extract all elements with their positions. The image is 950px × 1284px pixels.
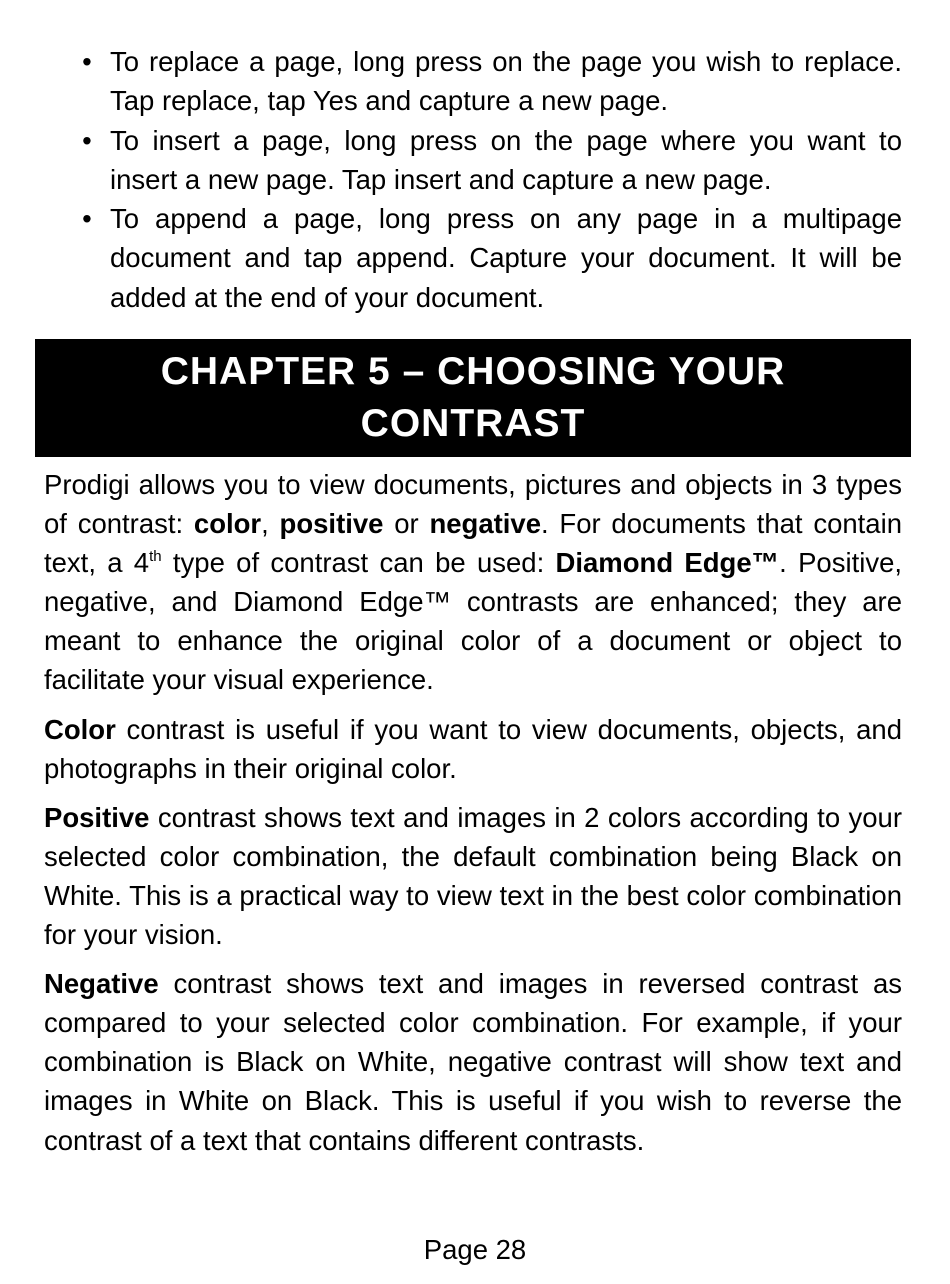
term-diamond-edge: Diamond Edge™ [555, 547, 780, 579]
bullet-icon: • [82, 203, 92, 235]
instruction-list [82, 42, 902, 317]
term-negative: negative [429, 508, 542, 540]
color-term: Color [44, 713, 116, 745]
color-paragraph [44, 710, 902, 788]
intro-sep-1: , [261, 508, 280, 540]
positive-text: contrast shows text and images in 2 colors according to your selected color combination, the default combination being Black on White. This is a practical way to view text in the best color combination for your vision. [44, 801, 902, 951]
bullet-text-append: To append a page, long press on any page in a multipage document and tap append. Capture your document. It will be added at the end of your document. [110, 203, 902, 313]
bullet-icon: • [82, 124, 92, 156]
bullet-text-insert: To insert a page, long press on the page where you want to insert a new page. Tap insert and capture a new page. [110, 124, 902, 195]
intro-paragraph [44, 465, 902, 700]
color-text: contrast is useful if you want to view documents, objects, and photographs in their original color. [44, 713, 902, 784]
intro-text-1: Prodigi allows you to view documents, pictures and objects in 3 types of contrast: [44, 469, 902, 540]
chapter-body [44, 465, 902, 1170]
positive-term: Positive [44, 801, 150, 833]
list-item [82, 42, 902, 121]
intro-text-2: . For documents that contain text, a 4 [44, 508, 902, 579]
chapter-title: CHAPTER 5 – CHOOSING YOUR CONTRAST [160, 350, 786, 445]
intro-text-3: type of contrast can be used: [161, 547, 556, 579]
list-item [82, 121, 902, 200]
positive-paragraph [44, 798, 902, 954]
list-item [82, 199, 902, 317]
negative-term: Negative [44, 968, 159, 1000]
negative-text: contrast shows text and images in reversed contrast as compared to your selected color combination. For example, if your combination is Black on White, negative contrast will show text and images in White on Black. This is useful if you wish to reverse the contrast of a text that contains different contrasts. [44, 968, 902, 1156]
bullet-icon: • [82, 46, 92, 77]
intro-text-4: . Positive, negative, and Diamond Edge™ contrasts are enhanced; they are meant to enhance the original color of a document or object to facilitate your visual experience. [44, 547, 903, 696]
term-positive: positive [279, 508, 384, 540]
bullet-text-replace: To replace a page, long press on the page you wish to replace. Tap replace, tap Yes and capture a new page. [110, 46, 902, 117]
intro-sep-2: or [383, 508, 430, 540]
page-number: Page 28 [423, 1234, 527, 1265]
negative-paragraph [44, 964, 902, 1159]
ordinal-suffix: th [149, 548, 162, 566]
term-color: color [193, 508, 262, 540]
chapter-banner [35, 339, 911, 457]
